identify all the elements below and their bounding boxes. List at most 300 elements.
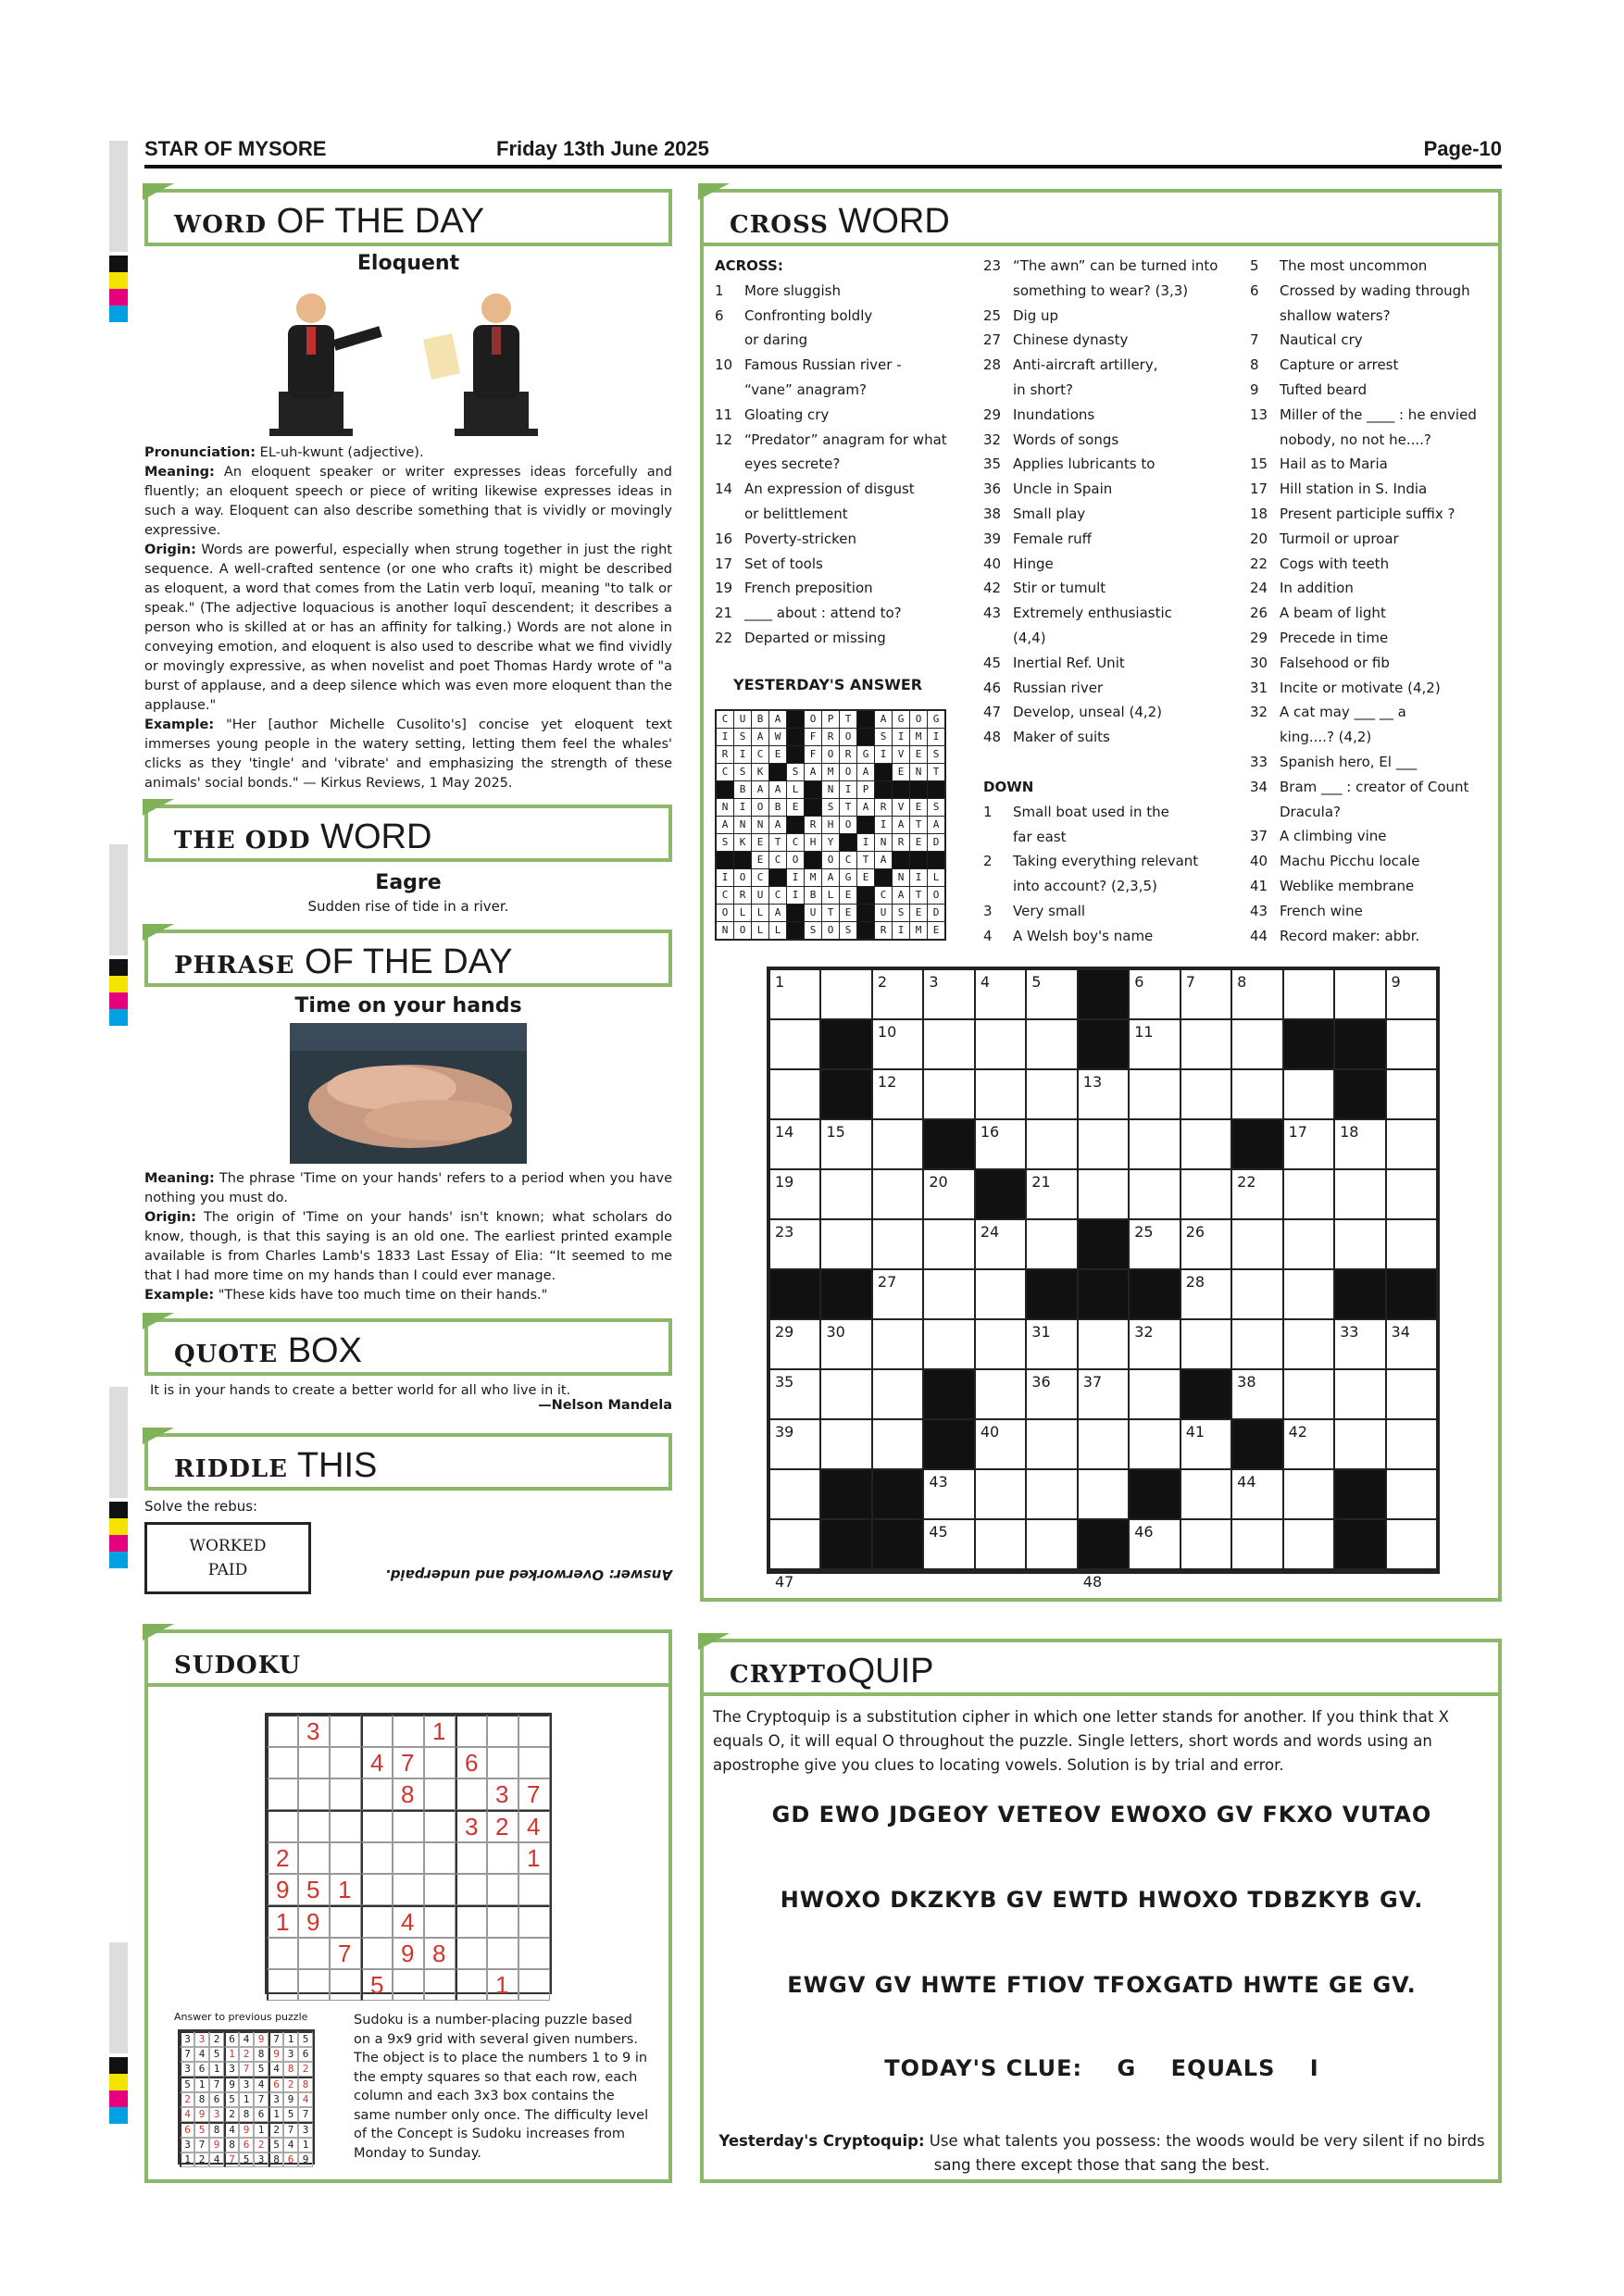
crossword-cell[interactable] [1284, 1520, 1333, 1568]
crossword-cell[interactable] [1130, 1370, 1179, 1418]
crossword-cell[interactable] [1130, 1020, 1179, 1068]
crossword-cell[interactable] [1130, 1220, 1179, 1268]
sudoku-cell[interactable] [330, 1905, 361, 1938]
crossword-cell[interactable] [976, 1220, 1025, 1268]
crossword-cell[interactable] [1284, 1220, 1333, 1268]
crossword-cell[interactable] [924, 1170, 973, 1218]
sudoku-cell[interactable] [298, 1778, 330, 1810]
crossword-cell[interactable] [1027, 1420, 1076, 1468]
sudoku-cell[interactable]: 1 [267, 1905, 298, 1938]
sudoku-cell[interactable] [361, 1905, 393, 1938]
crossword-cell[interactable] [1181, 1320, 1230, 1368]
clue-item [1250, 725, 1498, 750]
answer-cell: C [717, 711, 733, 728]
sudoku-cell[interactable]: 9 [267, 1874, 298, 1905]
clue-number: 22 [1250, 555, 1268, 572]
crossword-cell[interactable] [924, 1470, 973, 1518]
crossword-cell[interactable] [770, 1370, 819, 1418]
answer-cell: 5 [209, 2047, 224, 2062]
crossword-cell[interactable] [1130, 1170, 1179, 1218]
sudoku-cell[interactable] [267, 1747, 298, 1778]
answer-cell [857, 922, 874, 939]
sudoku-cell[interactable] [456, 1938, 487, 1969]
sudoku-cell[interactable] [393, 1842, 424, 1874]
sudoku-cell[interactable]: 1 [487, 1969, 518, 2001]
clue-item [1250, 527, 1498, 552]
crossword-cell[interactable] [1181, 1070, 1230, 1118]
crossword-cell[interactable] [873, 1320, 922, 1368]
crossword-cell[interactable] [1027, 1470, 1076, 1518]
clue-number: 31 [1250, 679, 1268, 696]
crossword-cell[interactable] [1079, 1320, 1128, 1368]
sudoku-cell[interactable] [518, 1747, 550, 1778]
sudoku-cell[interactable]: 9 [393, 1938, 424, 1969]
crossword-cell[interactable] [1284, 970, 1333, 1018]
answer-cell: S [893, 905, 909, 921]
crossword-cell[interactable] [1181, 1470, 1230, 1518]
crossword-cell[interactable] [1232, 970, 1281, 1018]
clue-item [715, 279, 983, 304]
clue-number: 19 [715, 580, 733, 597]
crossword-cell[interactable] [1232, 1170, 1281, 1218]
crossword-cell[interactable] [976, 1270, 1025, 1318]
answer-cell: S [734, 764, 751, 780]
crossword-cell[interactable] [1181, 1020, 1230, 1068]
crossword-cell[interactable] [1181, 1120, 1230, 1168]
clue-text: Maker of suits [1013, 729, 1110, 746]
sudoku-cell[interactable]: 9 [298, 1905, 330, 1938]
crossword-cell[interactable] [821, 1370, 870, 1418]
sudoku-cell[interactable] [361, 1810, 393, 1842]
clue-item [983, 626, 1252, 651]
crossword-cell[interactable] [1232, 1070, 1281, 1118]
clue-text: More sluggish [744, 281, 841, 299]
crossword-cell[interactable] [873, 1020, 922, 1068]
crossword-cell[interactable] [1130, 1070, 1179, 1118]
sudoku-cell[interactable]: 2 [487, 1810, 518, 1842]
sudoku-cell[interactable] [424, 1969, 456, 2001]
sudoku-cell[interactable] [518, 1969, 550, 2001]
clue-text: or daring [744, 331, 808, 349]
cell-number: 40 [980, 1423, 1000, 1441]
sudoku-cell[interactable] [518, 1715, 550, 1747]
crossword-cell[interactable] [1284, 1420, 1333, 1468]
sudoku-cell[interactable] [393, 1810, 424, 1842]
crossword-cell[interactable] [1232, 1270, 1281, 1318]
sudoku-cell[interactable] [267, 1715, 298, 1747]
crossword-cell[interactable] [770, 1470, 819, 1518]
crossword-cell[interactable] [924, 1220, 973, 1268]
crossword-cell[interactable] [1387, 1120, 1436, 1168]
crossword-cell[interactable] [924, 1320, 973, 1368]
crossword-cell[interactable] [770, 1220, 819, 1268]
crossword-grid[interactable] [767, 967, 1440, 1591]
crossword-cell[interactable] [770, 1420, 819, 1468]
crossword-cell[interactable] [1284, 1270, 1333, 1318]
sudoku-cell[interactable]: 1 [518, 1842, 550, 1874]
answer-cell: I [787, 887, 804, 904]
label: Origin: [144, 1210, 196, 1225]
sudoku-cell[interactable] [267, 1938, 298, 1969]
crossword-cell[interactable] [1284, 1170, 1333, 1218]
cell-number: 48 [1082, 1573, 1103, 1591]
sudoku-cell[interactable] [298, 1747, 330, 1778]
yesterday-answer-grid [715, 709, 946, 941]
crossword-cell[interactable] [924, 1070, 973, 1118]
crossword-cell[interactable] [1387, 1470, 1436, 1518]
sudoku-cell[interactable] [267, 1969, 298, 2001]
sudoku-cell[interactable] [487, 1842, 518, 1874]
crossword-cell [873, 1520, 922, 1568]
crossword-cell[interactable] [924, 1020, 973, 1068]
crossword-cell[interactable] [1027, 1320, 1076, 1368]
sudoku-cell[interactable] [330, 1810, 361, 1842]
cell-number: 7 [1185, 973, 1195, 991]
sudoku-cell[interactable] [487, 1905, 518, 1938]
crossword-cell[interactable] [770, 1320, 819, 1368]
sudoku-cell[interactable] [518, 1938, 550, 1969]
sudoku-cell[interactable]: 7 [393, 1747, 424, 1778]
sudoku-cell[interactable]: 5 [361, 1969, 393, 2001]
crossword-cell[interactable] [1027, 1370, 1076, 1418]
sudoku-cell[interactable] [361, 1842, 393, 1874]
cell-number: 16 [980, 1123, 1000, 1141]
sudoku-cell[interactable] [330, 1778, 361, 1810]
sudoku-cell[interactable]: 6 [456, 1747, 487, 1778]
crossword-cell[interactable] [1181, 1220, 1230, 1268]
crossword-cell[interactable] [1079, 1370, 1128, 1418]
sudoku-cell[interactable] [424, 1747, 456, 1778]
crossword-cell[interactable] [821, 1420, 870, 1468]
answer-cell: O [734, 869, 751, 886]
clue-item [1250, 576, 1498, 601]
crossword-cell[interactable] [770, 1170, 819, 1218]
sudoku-cell[interactable] [330, 1747, 361, 1778]
crossword-cell[interactable] [770, 1120, 819, 1168]
crossword-cell[interactable] [1387, 970, 1436, 1018]
clue-number: 26 [1250, 605, 1268, 622]
crossword-cell [1335, 1070, 1384, 1118]
crossword-cell[interactable] [1387, 1170, 1436, 1218]
answer-cell: 2 [298, 2062, 313, 2077]
crossword-cell[interactable] [1232, 1520, 1281, 1568]
clue-item [1250, 601, 1498, 626]
sudoku-cell[interactable] [424, 1810, 456, 1842]
sudoku-grid[interactable] [265, 1713, 552, 1999]
registration-bar [109, 141, 128, 252]
sudoku-cell[interactable] [456, 1842, 487, 1874]
crossword-cell[interactable] [770, 970, 819, 1018]
sudoku-cell[interactable] [361, 1874, 393, 1905]
sudoku-cell[interactable]: 1 [424, 1715, 456, 1747]
title-bold: RIDDLE [174, 1455, 288, 1483]
clue-list [715, 279, 983, 651]
crossword-cell[interactable] [1335, 1320, 1384, 1368]
crossword-cell[interactable] [1335, 1120, 1384, 1168]
crossword-cell[interactable] [924, 1270, 973, 1318]
crossword-cell[interactable] [873, 1370, 922, 1418]
cell-number: 8 [1237, 973, 1247, 991]
sudoku-cell[interactable] [298, 1938, 330, 1969]
crossword-cell[interactable] [1232, 1220, 1281, 1268]
sudoku-cell[interactable] [424, 1778, 456, 1810]
sudoku-cell[interactable]: 7 [330, 1938, 361, 1969]
crossword-cell[interactable] [1079, 1170, 1128, 1218]
clue-text: Hinge [1013, 555, 1054, 572]
cell-number: 42 [1288, 1423, 1307, 1441]
sudoku-cell[interactable] [298, 1842, 330, 1874]
answer-cell: O [822, 852, 839, 868]
crossword-cell[interactable] [924, 970, 973, 1018]
sudoku-cell[interactable]: 4 [518, 1810, 550, 1842]
crossword-cell[interactable] [1232, 1020, 1281, 1068]
crossword-cell[interactable] [976, 970, 1025, 1018]
crossword-cell[interactable] [1232, 1320, 1281, 1368]
crossword-cell[interactable] [821, 1320, 870, 1368]
sudoku-cell[interactable] [487, 1747, 518, 1778]
answer-cell: C [752, 746, 768, 763]
crossword-cell[interactable] [1335, 1170, 1384, 1218]
crossword-cell[interactable] [1027, 1070, 1076, 1118]
crossword-cell[interactable] [1284, 1120, 1333, 1168]
crossword-cell[interactable] [1232, 1370, 1281, 1418]
sudoku-cell[interactable] [330, 1969, 361, 2001]
crossword-cell[interactable] [1387, 1520, 1436, 1568]
crossword-cell[interactable] [873, 1220, 922, 1268]
crossword-cell[interactable] [1387, 1070, 1436, 1118]
crossword-cell[interactable] [1335, 970, 1384, 1018]
crossword-cell[interactable] [1284, 1320, 1333, 1368]
crossword-cell[interactable] [924, 1520, 973, 1568]
crossword-cell[interactable] [873, 970, 922, 1018]
crossword-cell[interactable] [1079, 1420, 1128, 1468]
clue-item [983, 328, 1252, 353]
sudoku-cell[interactable]: 3 [298, 1715, 330, 1747]
answer-cell: I [928, 729, 944, 745]
cell-number: 1 [775, 973, 785, 991]
crossword-cell[interactable] [1027, 1220, 1076, 1268]
clue-text: Chinese dynasty [1013, 331, 1129, 349]
crossword-cell[interactable] [1027, 1520, 1076, 1568]
cell-number: 32 [1134, 1323, 1154, 1341]
sudoku-cell[interactable] [393, 1715, 424, 1747]
answer-cell: 6 [209, 2092, 224, 2107]
crossword-cell[interactable] [1387, 1020, 1436, 1068]
crossword-cell[interactable] [873, 1120, 922, 1168]
sudoku-cell[interactable] [456, 1715, 487, 1747]
crossword-cell[interactable] [976, 1020, 1025, 1068]
answer-cell: Y [822, 834, 839, 851]
crossword-cell[interactable] [976, 1420, 1025, 1468]
answer-cell: 8 [239, 2107, 254, 2122]
crossword-cell[interactable] [1387, 1370, 1436, 1418]
sudoku-cell[interactable] [424, 1905, 456, 1938]
title-bold: WORD [174, 211, 268, 239]
crossword-cell[interactable] [1284, 1470, 1333, 1518]
clue-text: Hail as to Maria [1280, 455, 1388, 473]
clue-item [715, 601, 983, 626]
clue-text: The most uncommon [1280, 257, 1428, 274]
crossword-cell[interactable] [976, 1470, 1025, 1518]
sudoku-cell[interactable] [298, 1969, 330, 2001]
crossword-cell[interactable] [1335, 1420, 1384, 1468]
sudoku-cell[interactable] [361, 1778, 393, 1810]
clue-text: Record maker: abbr. [1280, 927, 1420, 944]
clue-list [1250, 254, 1498, 948]
sudoku-cell[interactable] [456, 1874, 487, 1905]
answer-cell: N [717, 922, 733, 939]
crossword-cell[interactable] [770, 1070, 819, 1118]
clue-text: A beam of light [1280, 605, 1386, 622]
answer-cell: L [752, 905, 768, 921]
page-number: Page-10 [1423, 137, 1502, 160]
sudoku-cell[interactable] [456, 1905, 487, 1938]
sudoku-cell[interactable]: 5 [298, 1874, 330, 1905]
crossword-cell[interactable] [1181, 1270, 1230, 1318]
sudoku-cell[interactable] [456, 1969, 487, 2001]
cell-number: 13 [1082, 1073, 1103, 1091]
crossword-cell[interactable] [1130, 1120, 1179, 1168]
crossword-cell[interactable] [873, 1270, 922, 1318]
clue-item [983, 800, 1252, 825]
crossword-cell[interactable] [1181, 1520, 1230, 1568]
crossword-cell[interactable] [1181, 1170, 1230, 1218]
sudoku-cell[interactable] [424, 1842, 456, 1874]
crossword-cell[interactable] [1130, 970, 1179, 1018]
crossword-cell[interactable] [821, 970, 870, 1018]
crossword-cell[interactable] [976, 1370, 1025, 1418]
sudoku-cell[interactable] [518, 1905, 550, 1938]
sudoku-cell[interactable] [361, 1715, 393, 1747]
crossword-cell[interactable] [976, 1120, 1025, 1168]
clue-number: 46 [983, 679, 1002, 696]
crossword-cell[interactable] [1181, 1420, 1230, 1468]
sudoku-cell[interactable] [456, 1778, 487, 1810]
sudoku-cell[interactable]: 8 [424, 1938, 456, 1969]
sudoku-cell[interactable] [487, 1715, 518, 1747]
sudoku-cell[interactable] [267, 1810, 298, 1842]
answer-cell: 3 [180, 2031, 194, 2047]
crossword-cell[interactable] [873, 1420, 922, 1468]
crossword-cell[interactable] [976, 1520, 1025, 1568]
answer-cell: N [893, 869, 909, 886]
clue-text: Spanish hero, El ___ [1280, 753, 1418, 770]
answer-cell: B [752, 711, 768, 728]
sudoku-cell[interactable]: 4 [361, 1747, 393, 1778]
sudoku-cell[interactable] [298, 1810, 330, 1842]
clue-list [983, 254, 1252, 750]
clue-text: French wine [1280, 902, 1363, 919]
answer-cell: I [910, 869, 927, 886]
crossword-cell[interactable] [1181, 970, 1230, 1018]
clue-text: shallow waters? [1280, 306, 1391, 324]
crossword-cell[interactable] [1335, 1220, 1384, 1268]
answer-cell: S [928, 799, 944, 816]
crossword-cell[interactable] [873, 1070, 922, 1118]
crossword-cell [1232, 1420, 1281, 1468]
title-rest: OF THE DAY [294, 942, 513, 981]
crossword-cell[interactable] [1387, 1320, 1436, 1368]
answer-cell: R [840, 746, 856, 763]
clue-text: Applies lubricants to [1013, 455, 1156, 473]
answer-cell: 2 [180, 2092, 194, 2107]
clue-item [1250, 452, 1498, 477]
crossword-cell[interactable] [1079, 1120, 1128, 1168]
crossword-cell [821, 1020, 870, 1068]
answer-cell: T [910, 817, 927, 833]
crossword-cell[interactable] [1130, 1520, 1179, 1568]
crossword-cell[interactable] [1130, 1320, 1179, 1368]
clue-item [983, 725, 1252, 750]
crossword-cell[interactable] [976, 1320, 1025, 1368]
crossword-cell[interactable] [1130, 1420, 1179, 1468]
crossword-cell[interactable] [1027, 1120, 1076, 1168]
crossword-cell[interactable] [1232, 1470, 1281, 1518]
crossword-cell[interactable] [1079, 1070, 1128, 1118]
sudoku-cell[interactable] [267, 1778, 298, 1810]
crossword-cell[interactable] [821, 1170, 870, 1218]
sudoku-cell[interactable]: 8 [393, 1778, 424, 1810]
section-title [174, 1642, 301, 1682]
crossword-cell[interactable] [1284, 1070, 1333, 1118]
sudoku-cell[interactable]: 2 [267, 1842, 298, 1874]
crossword-cell[interactable] [770, 1020, 819, 1068]
crossword-cell[interactable] [1027, 1020, 1076, 1068]
crossword-cell[interactable] [976, 1070, 1025, 1118]
sudoku-cell[interactable] [393, 1969, 424, 2001]
crossword-cell[interactable] [821, 1220, 870, 1268]
word-of-day-header [144, 189, 672, 246]
answer-cell: G [893, 711, 909, 728]
clue-number: 39 [983, 530, 1002, 547]
sudoku-cell[interactable] [393, 1874, 424, 1905]
crossword-cell[interactable] [1387, 1220, 1436, 1268]
sudoku-cell[interactable] [330, 1715, 361, 1747]
cell-number: 21 [1031, 1173, 1051, 1191]
sudoku-cell[interactable] [424, 1874, 456, 1905]
crossword-cell[interactable] [873, 1170, 922, 1218]
crossword-cell [1079, 1220, 1128, 1268]
sudoku-cell[interactable]: 1 [330, 1874, 361, 1905]
crossword-cell [821, 1070, 870, 1118]
crossword-cell[interactable] [1387, 1420, 1436, 1468]
sudoku-cell[interactable] [330, 1842, 361, 1874]
crossword-cell[interactable] [1335, 1370, 1384, 1418]
title-rest: WORD [310, 817, 432, 856]
sudoku-cell[interactable] [487, 1874, 518, 1905]
answer-cell: T [910, 887, 927, 904]
answer-cell: 3 [180, 2062, 194, 2077]
sudoku-cell[interactable]: 3 [456, 1810, 487, 1842]
crossword-cell[interactable] [1027, 1170, 1076, 1218]
sudoku-cell[interactable] [361, 1938, 393, 1969]
answer-cell: R [893, 834, 909, 851]
crossword-cell[interactable] [1284, 1370, 1333, 1418]
sudoku-cell[interactable]: 3 [487, 1778, 518, 1810]
sudoku-cell[interactable]: 4 [393, 1905, 424, 1938]
crossword-cell[interactable] [1027, 970, 1076, 1018]
crossword-cell[interactable] [821, 1120, 870, 1168]
crossword-cell[interactable] [1079, 1470, 1128, 1518]
crossword-cell[interactable] [770, 1520, 819, 1568]
clue-number: 41 [1250, 877, 1268, 894]
clue-item [1250, 800, 1498, 825]
sudoku-cell[interactable] [518, 1874, 550, 1905]
sudoku-cell[interactable]: 7 [518, 1778, 550, 1810]
answer-cell: 7 [224, 2152, 239, 2167]
answer-cell: 8 [209, 2122, 224, 2138]
sudoku-cell[interactable] [487, 1938, 518, 1969]
